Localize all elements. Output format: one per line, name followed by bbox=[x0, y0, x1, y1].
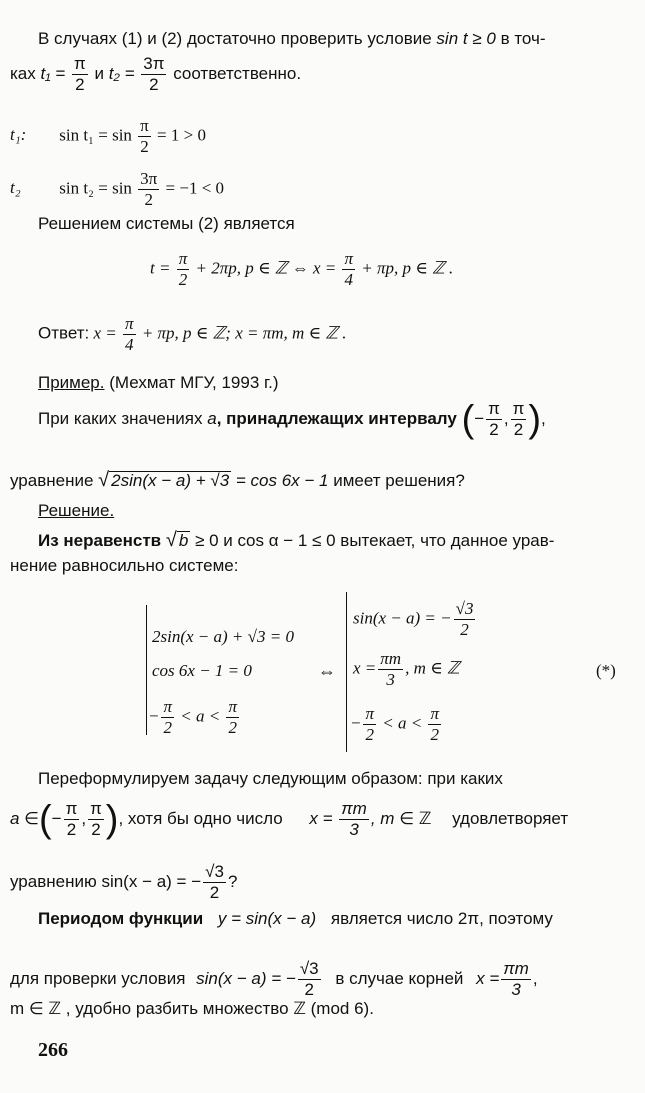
formula: sin t ≥ 0 bbox=[436, 29, 496, 48]
label: t₂ bbox=[10, 178, 21, 198]
text: ках bbox=[10, 63, 36, 83]
fraction: $\frac{3\pi}{2}$ bbox=[143, 54, 165, 94]
fraction: $\frac{\pi}{2}$ bbox=[488, 399, 500, 439]
example-label: Пример. bbox=[38, 373, 105, 392]
paragraph-4-line-1: Периодом функции y = sin(x − a) является число 2π, поэтому bbox=[38, 909, 553, 928]
formula: t₁ = bbox=[40, 63, 66, 83]
fraction: $\frac{√3}{2}$ bbox=[299, 959, 319, 999]
fraction: $\frac{\pi}{2}$ bbox=[430, 704, 439, 744]
fraction: $\frac{\pi}{2}$ bbox=[90, 799, 102, 839]
fraction: $\frac{\pi}{2}$ bbox=[163, 697, 173, 737]
system-left-line-1: 2sin(x − a) + √3 = 0 bbox=[152, 627, 294, 646]
text: в точ- bbox=[500, 29, 546, 48]
fraction: $\frac{\pi m}{3}$ bbox=[341, 799, 367, 839]
fraction: $\frac{3\pi}{2}$ bbox=[140, 169, 158, 209]
fraction: $\frac{\pi}{2}$ bbox=[178, 249, 188, 289]
fraction: $\frac{\pi m}{3}$ bbox=[380, 649, 402, 689]
paragraph-2-line-1: Из неравенств √ b ≥ 0 и cos α − 1 ≤ 0 вытекает, что данное урав- bbox=[38, 529, 555, 551]
sqrt-expression: 2sin(x − a) + √3 bbox=[111, 471, 230, 490]
solution-label: Решение. bbox=[38, 501, 115, 520]
paragraph-3-line-3: уравнению sin(x − a) = − $\frac{√3}{2}$ ? bbox=[10, 862, 238, 902]
fraction: $\frac{\pi}{2}$ bbox=[73, 54, 86, 94]
fraction: $\frac{√3}{2}$ bbox=[455, 599, 474, 639]
system-right-line-1: sin(x − a) = − $\frac{√3}{2}$ bbox=[353, 599, 474, 639]
formula: sin t₂ = sin bbox=[59, 178, 132, 198]
text: соответственно. bbox=[173, 63, 302, 83]
fraction: $\frac{\pi}{4}$ bbox=[344, 249, 354, 289]
paragraph-1-line-1 bbox=[38, 30, 546, 47]
paragraph-3-line-2: a ∈(− $\frac{\pi}{2}$ , $\frac{\pi}{2}$ ), хотя бы одно число x = $\frac{\pi m}{3}$ , m ∈ ℤ удовлетворяет bbox=[10, 798, 569, 841]
system-left-line-2: cos 6x − 1 = 0 bbox=[152, 661, 252, 680]
check-t1 bbox=[10, 117, 206, 156]
text: В случаях (1) и (2) достаточно проверить условие bbox=[38, 29, 432, 48]
text: и bbox=[94, 63, 104, 83]
answer: Ответ: x = $\frac{\pi}{4}$ + πp, p ∈ ℤ; x = πm, m ∈ ℤ . bbox=[38, 314, 347, 354]
solution-equation: t = $\frac{\pi}{2}$ + 2πp, p ∈ ℤ ⇔ x = $\frac{\pi}{4}$ + πp, p ∈ ℤ . bbox=[150, 249, 454, 289]
fraction: $\frac{\pi}{2}$ bbox=[65, 799, 78, 839]
fraction: $\frac{\pi}{2}$ bbox=[228, 697, 237, 737]
page-number: 266 bbox=[38, 1039, 68, 1061]
paragraph-3-line-1: Переформулируем задачу следующим образом: при каких bbox=[38, 769, 503, 788]
formula: t₂ = bbox=[108, 63, 135, 83]
system-left-line-3: − $\frac{\pi}{2}$ < a < $\frac{\pi}{2}$ bbox=[148, 697, 237, 737]
answer-label: Ответ: bbox=[38, 323, 90, 343]
question-line-2: уравнение √ 2sin(x − a) + √3 = cos 6x − 1 имеет решения? bbox=[10, 469, 465, 491]
paragraph-4-line-2: для проверки условия sin(x − a) = − $\frac{√3}{2}$ в случае корней x = $\frac{\pi m}{3}$ , bbox=[10, 959, 538, 999]
fraction: $\frac{\pi m}{3}$ bbox=[503, 959, 529, 999]
fraction: $\frac{\pi}{2}$ bbox=[365, 704, 375, 744]
solution-intro: Решением системы (2) является bbox=[38, 214, 295, 233]
paragraph-2-line-2: нение равносильно системе: bbox=[10, 556, 239, 575]
formula: = 1 > 0 bbox=[157, 125, 206, 145]
question-line-1: При каких значениях a, принадлежащих интервалу (− $\frac{\pi}{2}$ , $\frac{\pi}{2}$ ), bbox=[38, 398, 546, 441]
formula: sin t₁ = sin bbox=[59, 125, 132, 145]
paragraph-4-line-3: m ∈ ℤ , удобно разбить множество ℤ (mod 6). bbox=[10, 999, 374, 1018]
fraction: $\frac{\pi}{2}$ bbox=[512, 399, 525, 439]
system-right-line-2: x = $\frac{\pi m}{3}$ , m ∈ ℤ bbox=[353, 649, 460, 689]
check-t2 bbox=[10, 170, 224, 209]
example-heading bbox=[38, 374, 279, 391]
fraction: $\frac{\pi}{4}$ bbox=[125, 314, 134, 354]
system-right-line-3: − $\frac{\pi}{2}$ < a < $\frac{\pi}{2}$ bbox=[350, 704, 439, 744]
equation-tag: (*) bbox=[596, 661, 616, 680]
formula: = −1 < 0 bbox=[165, 178, 225, 198]
fraction: $\frac{\pi}{2}$ bbox=[140, 116, 149, 156]
example-source: (Мехмат МГУ, 1993 г.) bbox=[109, 373, 279, 392]
label: t₁: bbox=[10, 125, 27, 145]
fraction: $\frac{√3}{2}$ bbox=[205, 862, 224, 902]
equivalence-arrow: ⇔ bbox=[318, 661, 336, 681]
paragraph-1-line-2 bbox=[10, 55, 301, 94]
